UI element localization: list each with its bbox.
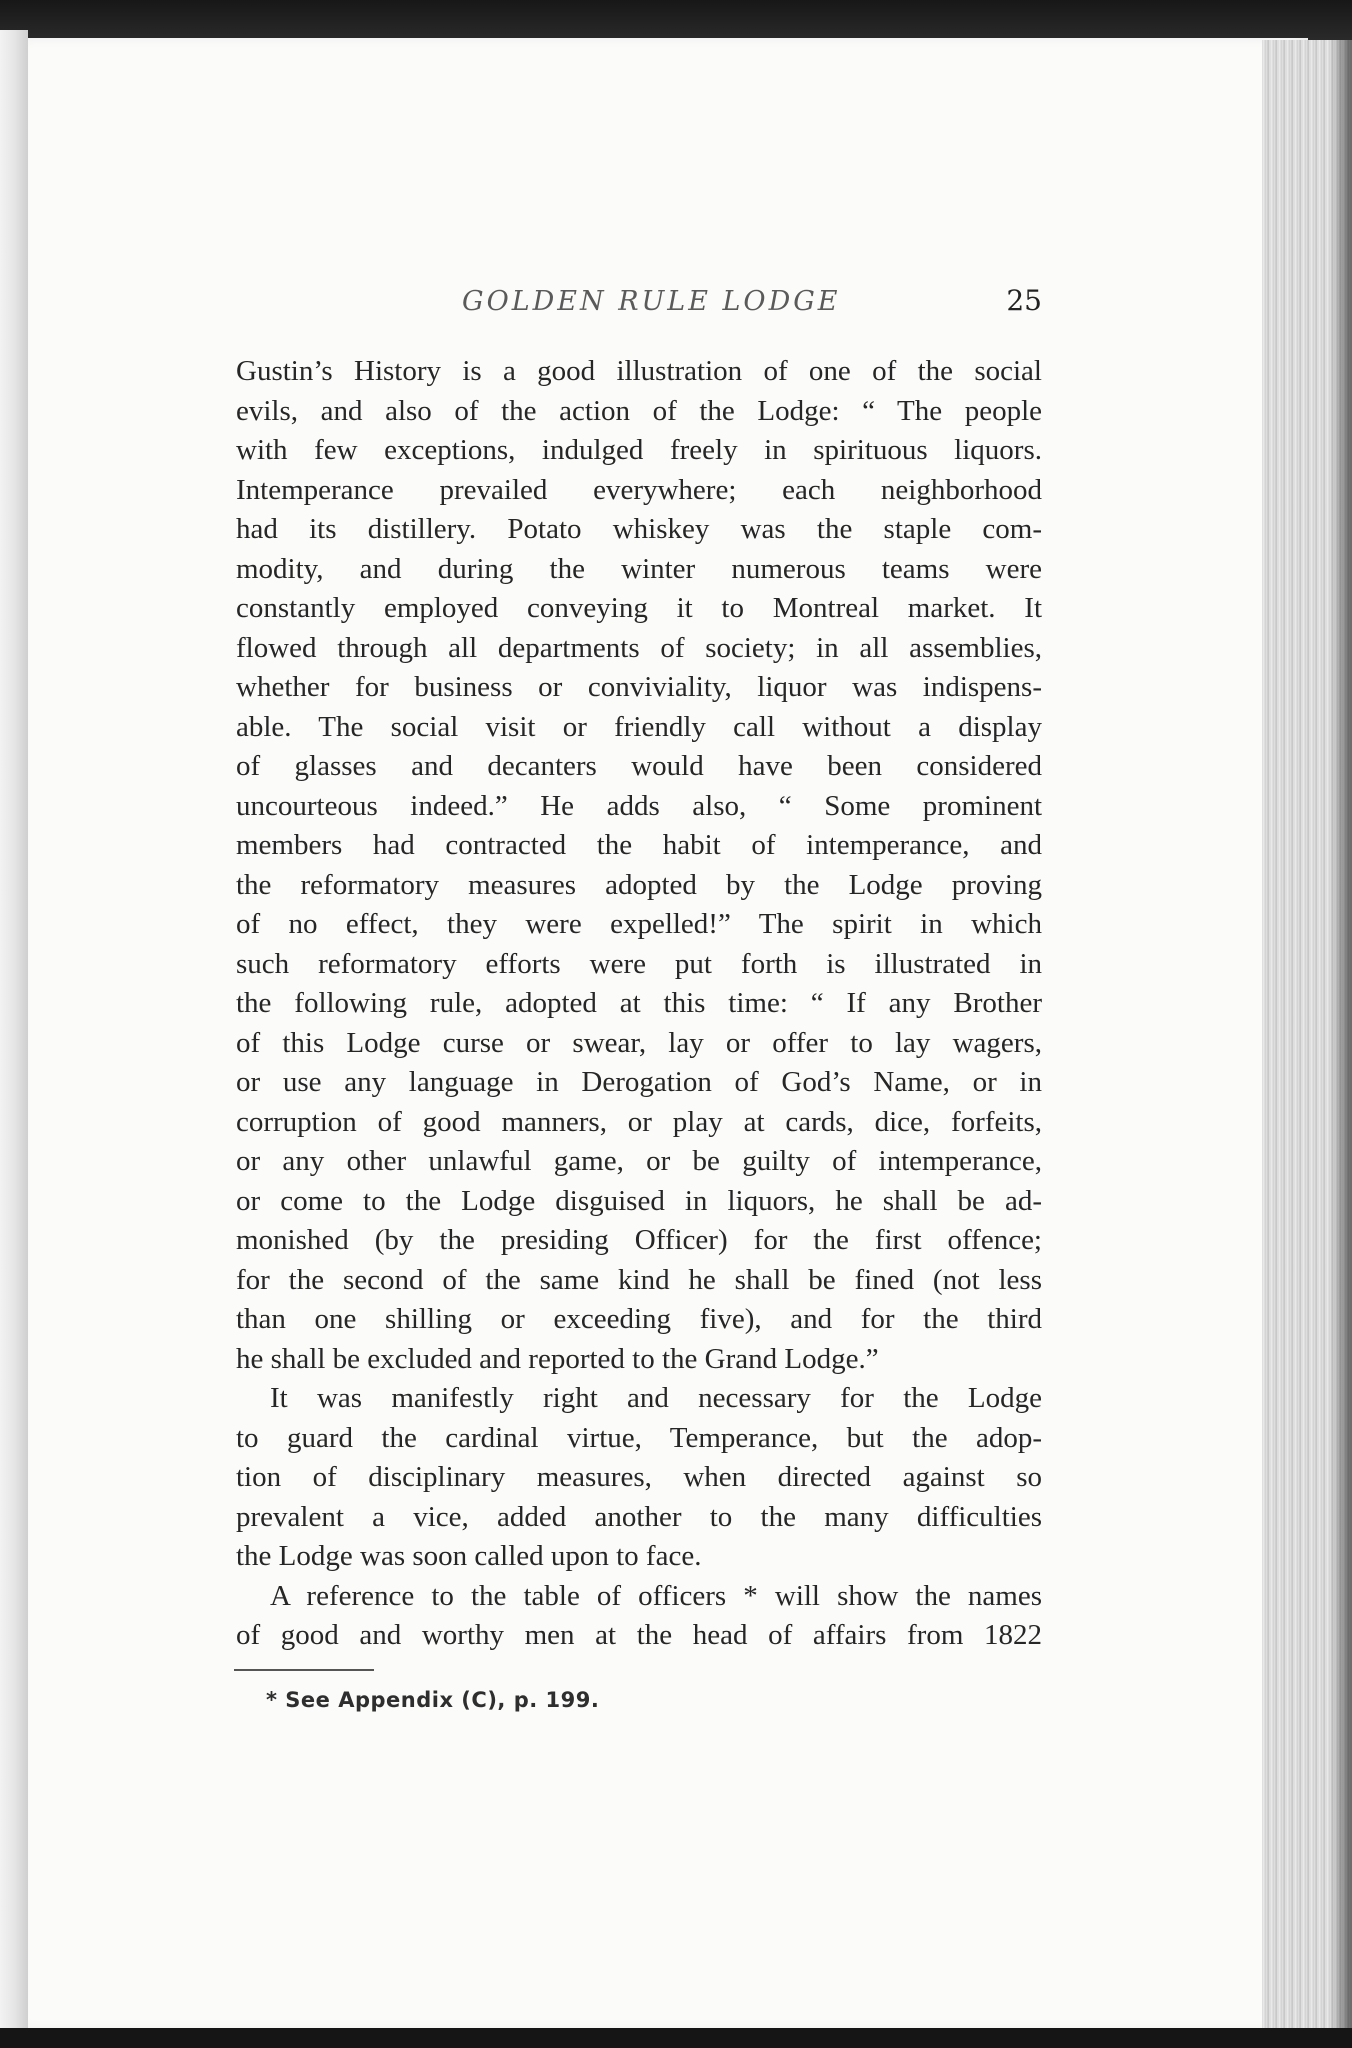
body-text [236, 352, 1042, 1656]
running-title: GOLDEN RULE LODGE [462, 286, 841, 317]
text-line: Intemperance prevailed everywhere; each neighborhood [236, 473, 1042, 506]
text-line: members had contracted the habit of intemperance, and [236, 829, 1042, 861]
text-line: able. The social visit or friendly call without a display [236, 710, 1042, 743]
text-line: for the second of the same kind he shall be fined (not less [236, 1263, 1042, 1296]
text-line: the Lodge was soon called upon to face. [236, 1540, 702, 1572]
text-line: of this Lodge curse or swear, lay or offer to lay wagers, [236, 1026, 1042, 1059]
text-line: constantly employed conveying it to Montreal market. It [236, 592, 1042, 624]
text-line: than one shilling or exceeding five), and for the third [236, 1303, 1042, 1335]
scan-top-border [0, 0, 1352, 42]
left-page-edge [0, 30, 28, 2040]
scan-bottom-border [0, 2028, 1352, 2048]
text-line: of glasses and decanters would have been considered [236, 750, 1042, 782]
binding-shadow [1330, 40, 1352, 2030]
text-line: uncourteous indeed.” He adds also, “ Some prominent [236, 789, 1042, 822]
text-line: such reformatory efforts were put forth is illustrated in [236, 947, 1042, 980]
text-line: prevalent a vice, added another to the many difficulties [236, 1500, 1042, 1533]
running-head [234, 282, 1042, 326]
text-line: corruption of good manners, or play at cards, dice, forfeits, [236, 1105, 1042, 1138]
text-line: or use any language in Derogation of God’s Name, or in [236, 1066, 1042, 1098]
text-line: whether for business or conviviality, liquor was indispens- [236, 671, 1042, 703]
text-line: or come to the Lodge disguised in liquors, he shall be ad- [236, 1184, 1042, 1217]
text-line: It was manifestly right and necessary for the Lodge [270, 1382, 1042, 1414]
text-line: the following rule, adopted at this time: “ If any Brother [236, 987, 1042, 1019]
page-number: 25 [1006, 284, 1042, 317]
text-line: monished (by the presiding Officer) for the first offence; [236, 1224, 1042, 1256]
text-line: tion of disciplinary measures, when directed against so [236, 1461, 1042, 1493]
text-line: with few exceptions, indulged freely in spirituous liquors. [236, 434, 1042, 466]
text-line: had its distillery. Potato whiskey was the staple com- [236, 513, 1042, 545]
text-line: flowed through all departments of society; in all assemblies, [236, 631, 1042, 664]
text-line: of good and worthy men at the head of affairs from 1822 [236, 1619, 1042, 1651]
text-line: he shall be excluded and reported to the Grand Lodge.” [236, 1342, 879, 1375]
text-line: Gustin’s History is a good illustration of one of the social [236, 355, 1042, 387]
text-line: of no effect, they were expelled!” The spirit in which [236, 908, 1042, 940]
text-line: evils, and also of the action of the Lodge: “ The people [236, 394, 1042, 427]
text-line: the reformatory measures adopted by the Lodge proving [236, 868, 1042, 901]
text-line: A reference to the table of officers * will show the names [270, 1579, 1042, 1612]
text-line: modity, and during the winter numerous teams were [236, 552, 1042, 585]
text-line: or any other unlawful game, or be guilty of intemperance, [236, 1145, 1042, 1177]
footnote: * See Appendix (C), p. 199. [266, 1688, 600, 1712]
text-line: to guard the cardinal virtue, Temperance, but the adop- [236, 1421, 1042, 1454]
footnote-rule [234, 1669, 374, 1671]
